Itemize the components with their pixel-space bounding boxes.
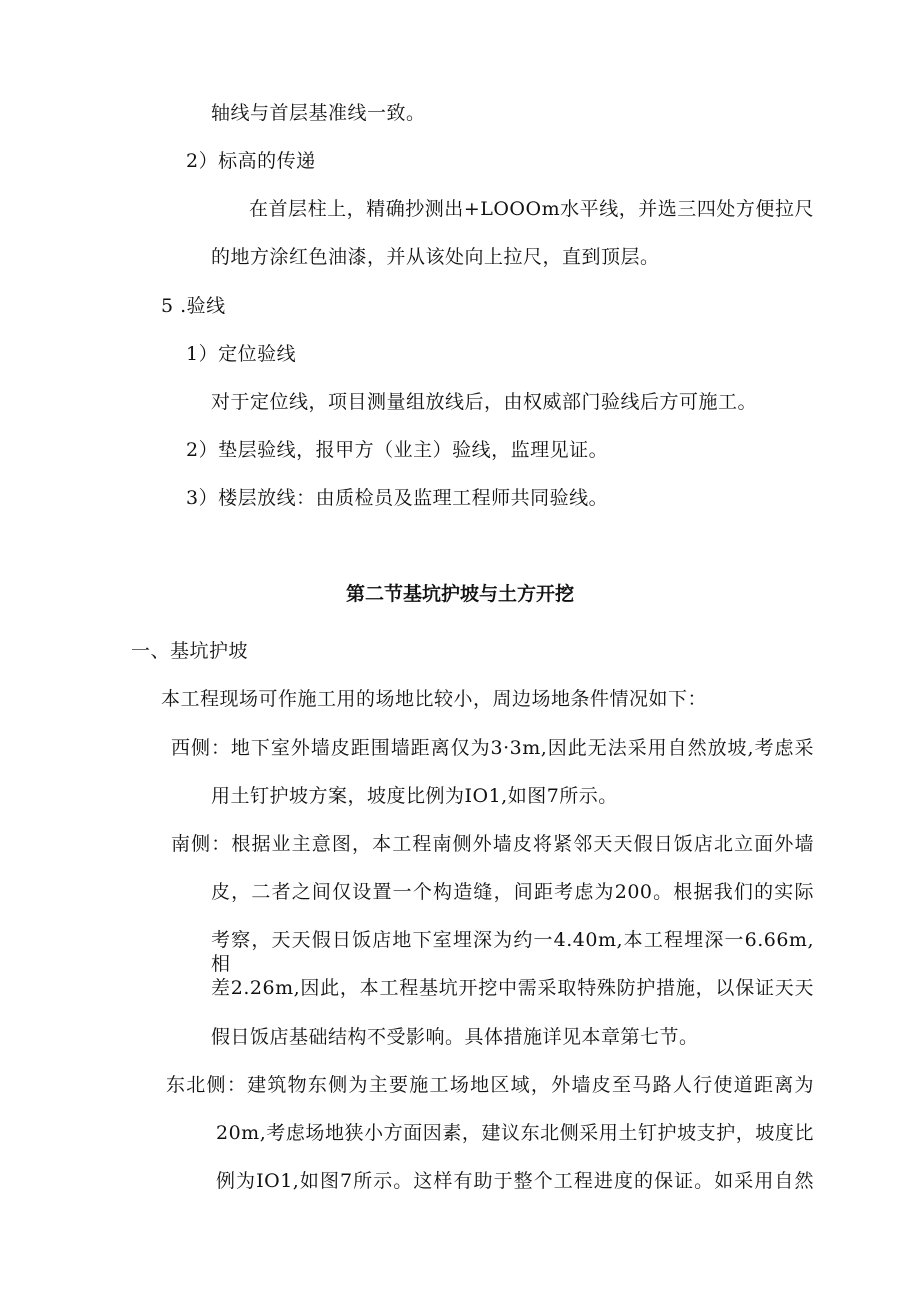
subsection-heading: 1）定位验线 xyxy=(186,343,297,365)
paragraph-line: 假日饭店基础结构不受影响。具体措施详见本章第七节。 xyxy=(211,1026,699,1048)
paragraph-line: 本工程现场可作施工用的场地比较小，周边场地条件情况如下： xyxy=(161,688,708,710)
section-heading: 一、基坑护坡 xyxy=(131,640,249,662)
paragraph-line: 在首层柱上，精确抄测出+LOOOm水平线，并选三四处方便拉尺 xyxy=(249,198,814,220)
paragraph-line: 考察，天天假日饭店地下室埋深为约一4.40m,本工程埋深一6.66m,相 xyxy=(211,929,814,975)
subsection-heading: 2）标高的传递 xyxy=(186,150,316,172)
paragraph-line: 皮，二者之间仅设置一个构造缝，间距考虑为200。根据我们的实际 xyxy=(211,881,814,903)
section-heading: 5 .验线 xyxy=(161,295,226,317)
paragraph-line: 南侧：根据业主意图，本工程南侧外墙皮将紧邻天天假日饭店北立面外墙 xyxy=(171,833,814,855)
paragraph-line: 西侧：地下室外墙皮距围墙距离仅为3·3m,因此无法采用自然放坡,考虑采 xyxy=(171,737,814,759)
list-item: 2）垫层验线，报甲方（业主）验线，监理见证。 xyxy=(186,439,609,461)
list-item: 3）楼层放线：由质检员及监理工程师共同验线。 xyxy=(186,487,609,509)
paragraph-line: 例为IO1,如图7所示。这样有助于整个工程进度的保证。如采用自然 xyxy=(216,1170,814,1192)
paragraph-line: 轴线与首层基准线一致。 xyxy=(211,102,426,124)
paragraph-line: 20m,考虑场地狭小方面因素，建议东北侧采用土钉护坡支护，坡度比 xyxy=(216,1122,814,1144)
paragraph-line: 对于定位线，项目测量组放线后，由权威部门验线后方可施工。 xyxy=(211,391,758,413)
paragraph-line: 东北侧：建筑物东侧为主要施工场地区域，外墙皮至马路人行使道距离为 xyxy=(166,1074,814,1096)
paragraph-line: 的地方涂红色油漆，并从该处向上拉尺，直到顶层。 xyxy=(211,246,660,268)
chapter-section-title: 第二节基坑护坡与土方开挖 xyxy=(345,583,574,605)
paragraph-line: 差2.26m,因此，本工程基坑开挖中需采取特殊防护措施，以保证天天 xyxy=(211,977,814,999)
paragraph-line: 用土钉护坡方案，坡度比例为IO1,如图7所示。 xyxy=(211,785,618,807)
